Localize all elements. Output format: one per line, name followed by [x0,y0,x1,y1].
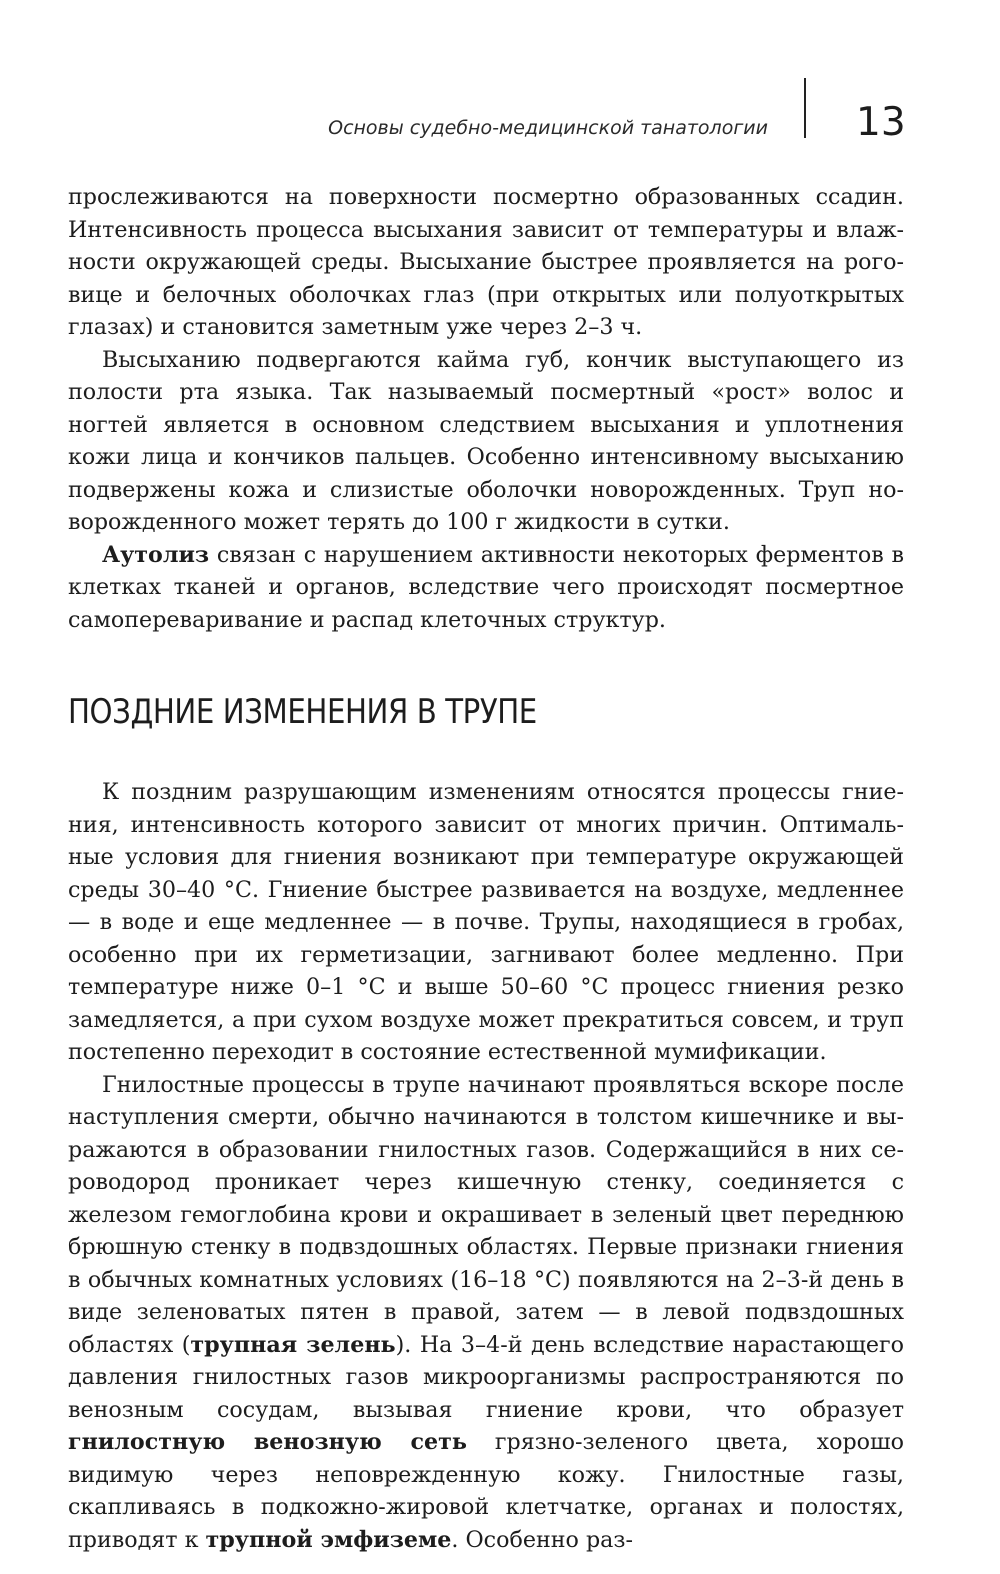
running-title: Основы судебно-медицинской танатологии [328,117,768,139]
text-run: грязно-зеленого цвета, хорошо видимую через неповрежденную кожу. Гнилостные газы, скапливаясь в подкожно-жировой клетчатке, органах и полостях, приводят к [68,1429,904,1553]
paragraph [68,1069,904,1557]
paragraphs-before-heading [68,181,904,636]
text-run: К поздним разрушающим изменениям относятся процессы гниения, интенсивность которого зависит от многих причин. Оптимальные условия для гниения возникают при температуре окружающей среды 30–40 °С. Гниение быстрее развивается на воздухе, медленнее — в воде и еще медленнее — в почве. Трупы, находящиеся в гробах, особенно при их герметизации, загнивают более медленно. При температуре ниже 0–1 °С и выше 50–60 °С процесс гниения резко замедляется, а при сухом воздухе может прекратиться совсем, и труп постепенно переходит в состояние естественной мумификации. [68,779,904,1065]
header-divider [804,78,806,138]
section-heading: ПОЗДНИЕ ИЗМЕНЕНИЯ В ТРУПЕ [68,692,537,732]
bold-term: трупной эмфиземе [205,1526,452,1553]
text-run: прослеживаются на поверхности посмертно образованных ссадин. Интенсивность процесса высыхания зависит от температуры и влажности окружающей среды. Высыхание быстрее проявляется на роговице и белочных оболочках глаз (при открытых или полуоткрытых глазах) и становится заметным уже через 2–3 ч. [68,184,904,340]
text-run: . Особенно раз- [451,1526,633,1553]
text-run: Гнилостные процессы в трупе начинают проявляться вскоре после наступления смерти, обычно начинаются в толстом кишечнике и выражаются в образовании гнилостных газов. Содержащийся в них сероводород проникает через кишечную стенку, соединяется с железом гемоглобина крови и окрашивает в зеленый цвет переднюю брюшную стенку в подвздошных областях. Первые признаки гниения в обычных комнатных условиях (16–18 °С) появляются на 2–3-й день в виде зеленоватых пятен в правой, затем — в левой подвздошных областях ( [68,1071,904,1358]
paragraphs-after-heading [68,776,904,1556]
bold-term: трупная зелень [190,1331,396,1358]
text-run: связан с нарушением активности некоторых ферментов в клетках тканей и органов, вследствие чего происходят посмертное самопереваривание и распад клеточных структур. [68,541,904,633]
text-run: ). На 3–4-й день вследствие нарастающего давления гнилостных газов микроорганизмы распространяются по венозным сосудам, вызывая гниение крови, что образует [68,1331,904,1423]
bold-term: гнилостную венозную сеть [68,1429,467,1455]
paragraph [68,539,904,637]
page-body [68,181,904,1556]
text-run: Высыханию подвергаются кайма губ, кончик выступающего из полости рта языка. Так называемый посмертный «рост» волос и ногтей является в основном следствием высыхания и уплотнения кожи лица и кончиков пальцев. Особенно интенсивному высыханию подвержены кожа и слизистые оболочки новорожденных. Труп новорожденного может терять до 100 г жидкости в сутки. [68,346,904,535]
paragraph [68,344,904,539]
paragraph [68,776,904,1069]
running-header [0,78,1000,168]
paragraph [68,181,904,344]
page-number: 13 [856,100,906,145]
bold-term: Аутолиз [102,541,210,568]
